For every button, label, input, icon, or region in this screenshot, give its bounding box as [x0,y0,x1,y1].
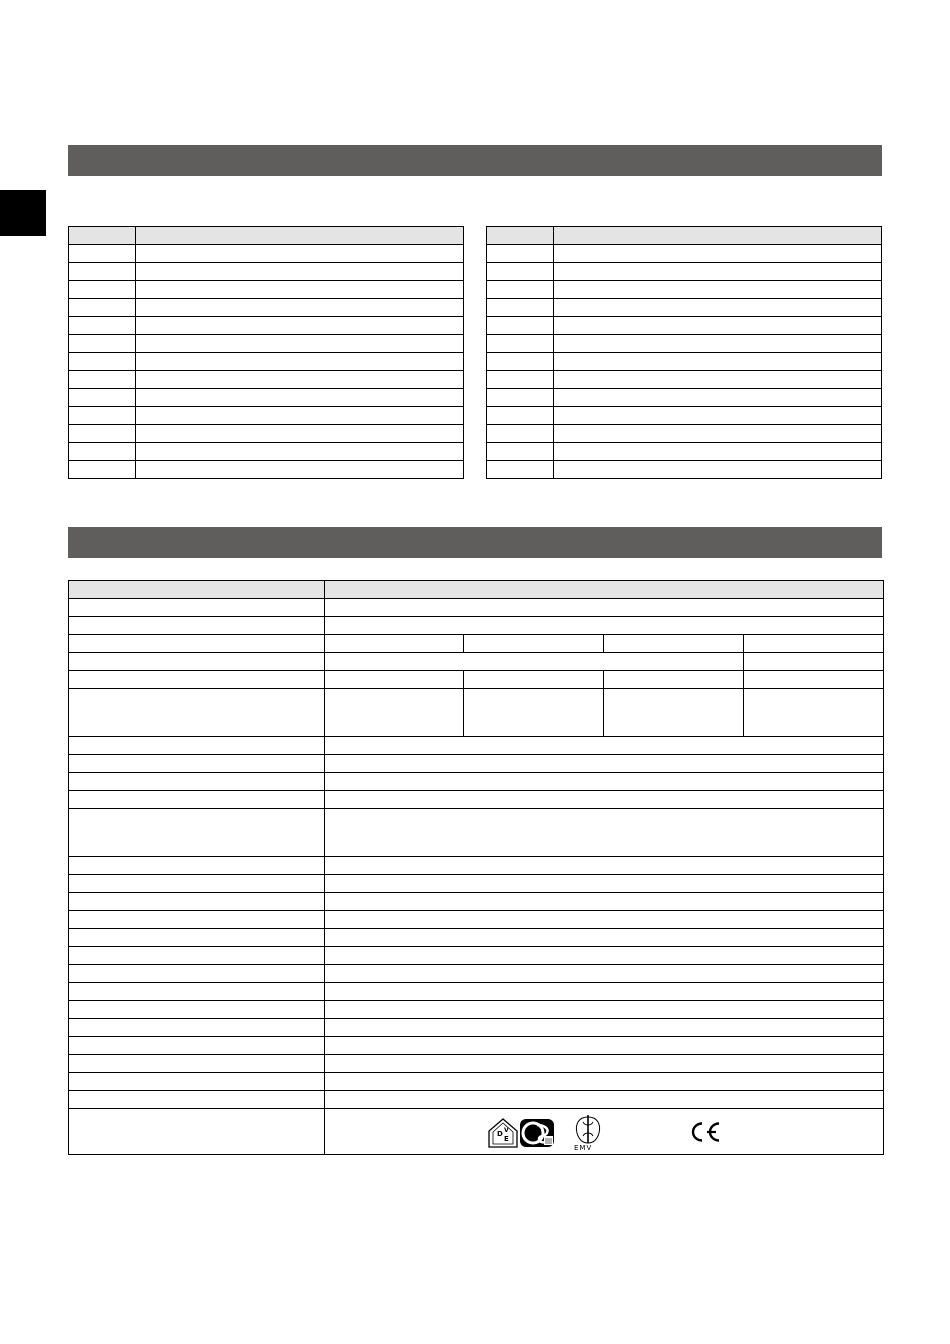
table-row [69,929,884,947]
table-row [487,371,882,389]
table-row [69,635,884,653]
table-row [487,461,882,479]
table-row [69,407,464,425]
table-row [487,317,882,335]
table-row [69,809,884,857]
table-row [69,245,464,263]
table-row [487,299,882,317]
table-row [69,389,464,407]
certification-row [69,1109,884,1155]
table-row [69,353,464,371]
table-row [69,425,464,443]
table-header-row [69,227,464,245]
table-row [69,965,884,983]
table-row [487,353,882,371]
vde-gs-mark-icon [487,1117,557,1149]
table-row [69,857,884,875]
parts-table-right [486,226,882,479]
table-row [69,263,464,281]
svg-text:V: V [504,1127,509,1134]
table-row [69,737,884,755]
table-row [487,335,882,353]
table-row [487,443,882,461]
table-row [487,389,882,407]
table-row [69,875,884,893]
table-row [69,599,884,617]
svg-text:EMV: EMV [574,1144,593,1151]
table-row [487,407,882,425]
table-row [69,791,884,809]
specifications-table [68,580,884,1155]
table-row [69,671,884,689]
table-row [69,983,884,1001]
table-row [69,371,464,389]
table-row [69,617,884,635]
table-row [69,461,464,479]
table-row [69,335,464,353]
table-header-row [69,581,884,599]
emv-mark-icon [571,1113,605,1151]
table-row [69,1001,884,1019]
table-row [69,947,884,965]
table-row [487,263,882,281]
ce-mark-icon [687,1121,721,1143]
section-header-specifications [68,527,882,558]
table-row [487,245,882,263]
certification-marks [325,1109,883,1154]
table-row [69,773,884,791]
table-header-row [487,227,882,245]
table-row [69,1019,884,1037]
table-row [69,1091,884,1109]
table-row [69,443,464,461]
table-row [69,893,884,911]
table-row [69,1055,884,1073]
chapter-tab [0,190,46,236]
table-row [69,281,464,299]
table-row [69,299,464,317]
table-row [487,281,882,299]
table-row [69,1037,884,1055]
svg-text:E: E [504,1135,509,1143]
table-row [69,1073,884,1091]
parts-table-left [68,226,464,479]
table-row [69,755,884,773]
svg-text:D: D [497,1130,503,1138]
table-row [69,689,884,737]
table-row [487,425,882,443]
table-row [69,317,464,335]
table-row [69,653,884,671]
table-row [69,911,884,929]
section-header-parts [68,145,882,176]
